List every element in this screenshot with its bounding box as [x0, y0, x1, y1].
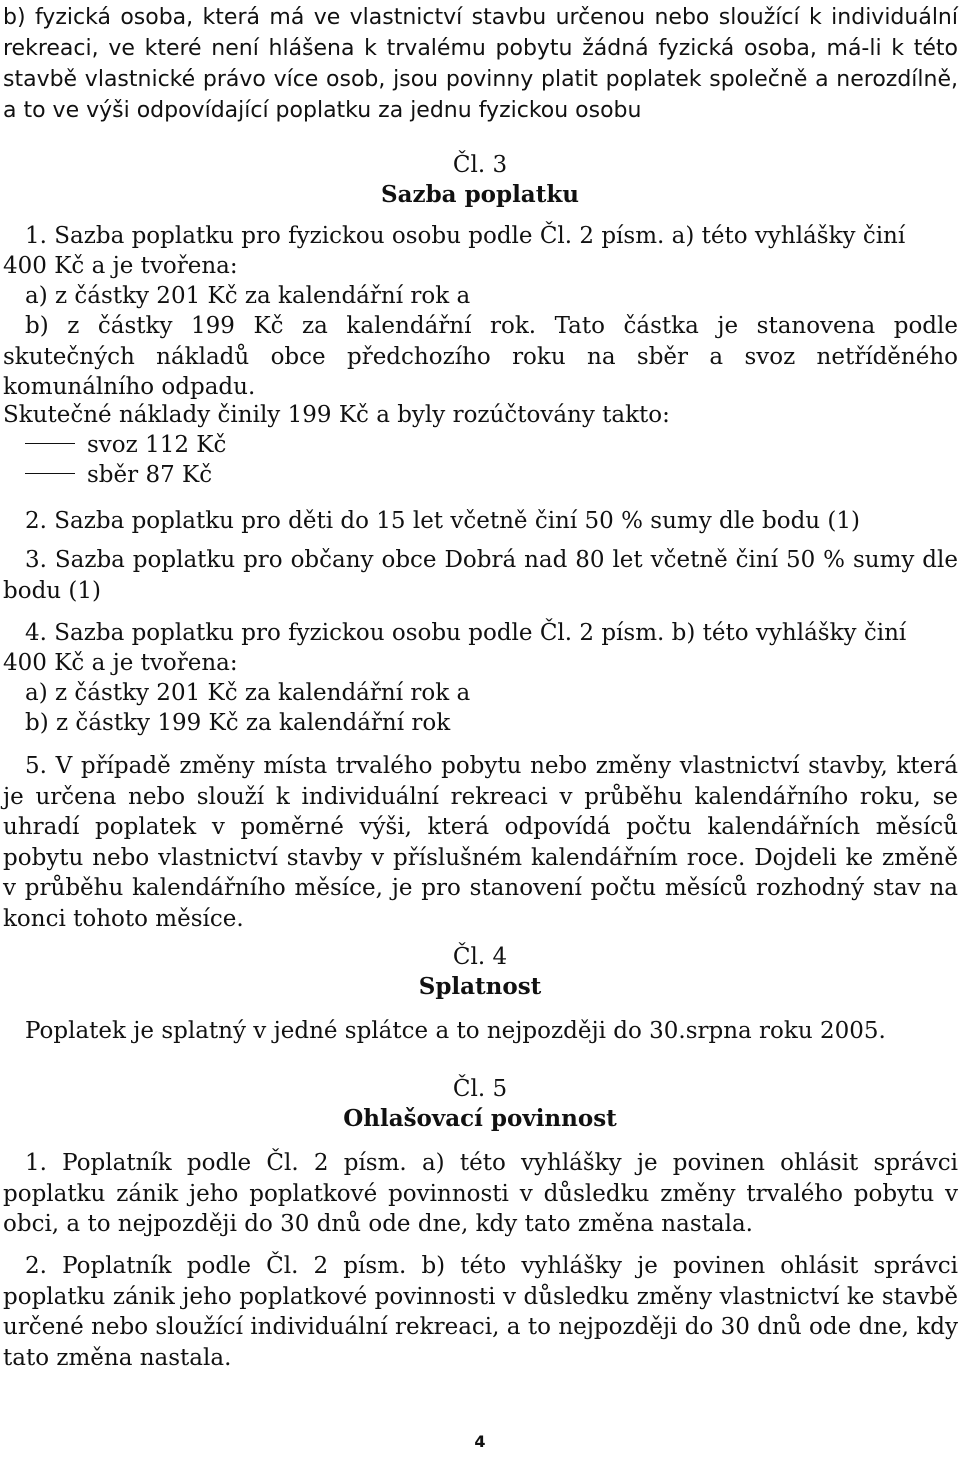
section-b-paragraph: b) fyzická osoba, která má ve vlastnictví stavbu určenou nebo sloužící k individuální rekreaci, ve které není hlášena k trvalému pobytu žádná fyzická osoba, má-li k této stavbě vlastnické právo více osob, jsou povinny platit poplatek společně a nerozdílně, a to ve výši odpovídající poplatku za jednu fyzickou osobu — [3, 5, 958, 123]
article-3-number: Čl. 3 — [452, 152, 508, 178]
art3-p1-item-a: a) z částky 201 Kč za kalendářní rok a — [25, 283, 471, 309]
art3-costs-line: Skutečné náklady činily 199 Kč a byly rozúčtovány takto: — [3, 402, 670, 428]
art3-p3: 3. Sazba poplatku pro občany obce Dobrá nad 80 let včetně činí 50 % sumy dle bodu (1) — [3, 547, 958, 604]
art3-p1-line1: 1. Sazba poplatku pro fyzickou osobu podle Čl. 2 písm. a) této vyhlášky činí — [25, 223, 906, 249]
art3-p5: 5. V případě změny místa trvalého pobytu nebo změny vlastnictví stavby, která je určena nebo slouží k individuální rekreaci v průběhu kalendářního roku, se uhradí poplatek v poměrné výši, která odpovídá počtu kalendářních měsíců pobytu nebo vlastnictví stavby v příslušném kalendářním roce. Dojdeli ke změně v průběhu kalendářního měsíce, je pro stanovení počtu měsíců rozhodný stav na konci tohoto měsíce. — [3, 753, 958, 932]
art3-p1-item-b: b) z částky 199 Kč za kalendářní rok. Tato částka je stanovena podle skutečných nákladů obce předchozího roku na sběr a svoz netříděného komunálního odpadu. — [3, 313, 958, 400]
dash-marker — [25, 443, 75, 444]
article-4-title: Splatnost — [418, 973, 542, 1000]
art3-p4-item-b: b) z částky 199 Kč za kalendářní rok — [25, 710, 451, 736]
cost-sber-text: sběr 87 Kč — [87, 462, 213, 488]
art5-p1: 1. Poplatník podle Čl. 2 písm. a) této vyhlášky je povinen ohlásit správci poplatku zánik jeho poplatkové povinnosti v důsledku změny trvalého pobytu v obci, a to nejpozději do 30 dnů ode dne, kdy tato změna nastala. — [3, 1150, 958, 1237]
art3-p1-line2: 400 Kč a je tvořena: — [3, 253, 238, 279]
article-5-title: Ohlašovací povinnost — [343, 1105, 617, 1132]
art3-p4-line2: 400 Kč a je tvořena: — [3, 650, 238, 676]
art3-p4-item-a: a) z částky 201 Kč za kalendářní rok a — [25, 680, 471, 706]
art3-p4-line1: 4. Sazba poplatku pro fyzickou osobu podle Čl. 2 písm. b) této vyhlášky činí — [25, 620, 907, 646]
article-5-number: Čl. 5 — [452, 1076, 508, 1102]
article-4-number: Čl. 4 — [452, 944, 508, 970]
cost-item-sber — [25, 460, 212, 490]
dash-marker — [25, 473, 75, 474]
art4-text: Poplatek je splatný v jedné splátce a to nejpozději do 30.srpna roku 2005. — [25, 1018, 886, 1044]
cost-svoz-text: svoz 112 Kč — [87, 432, 227, 458]
article-3-title: Sazba poplatku — [381, 181, 579, 208]
cost-item-svoz — [25, 430, 226, 460]
art3-p2: 2. Sazba poplatku pro děti do 15 let včetně činí 50 % sumy dle bodu (1) — [25, 508, 861, 534]
art5-p2: 2. Poplatník podle Čl. 2 písm. b) této vyhlášky je povinen ohlásit správci poplatku zánik jeho poplatkové povinnosti v důsledku změny vlastnictví ke stavbě určené nebo sloužící individuální rekreaci, a to nejpozději do 30 dnů ode dne, kdy tato změna nastala. — [3, 1253, 958, 1371]
page-number: 4 — [474, 1432, 486, 1451]
